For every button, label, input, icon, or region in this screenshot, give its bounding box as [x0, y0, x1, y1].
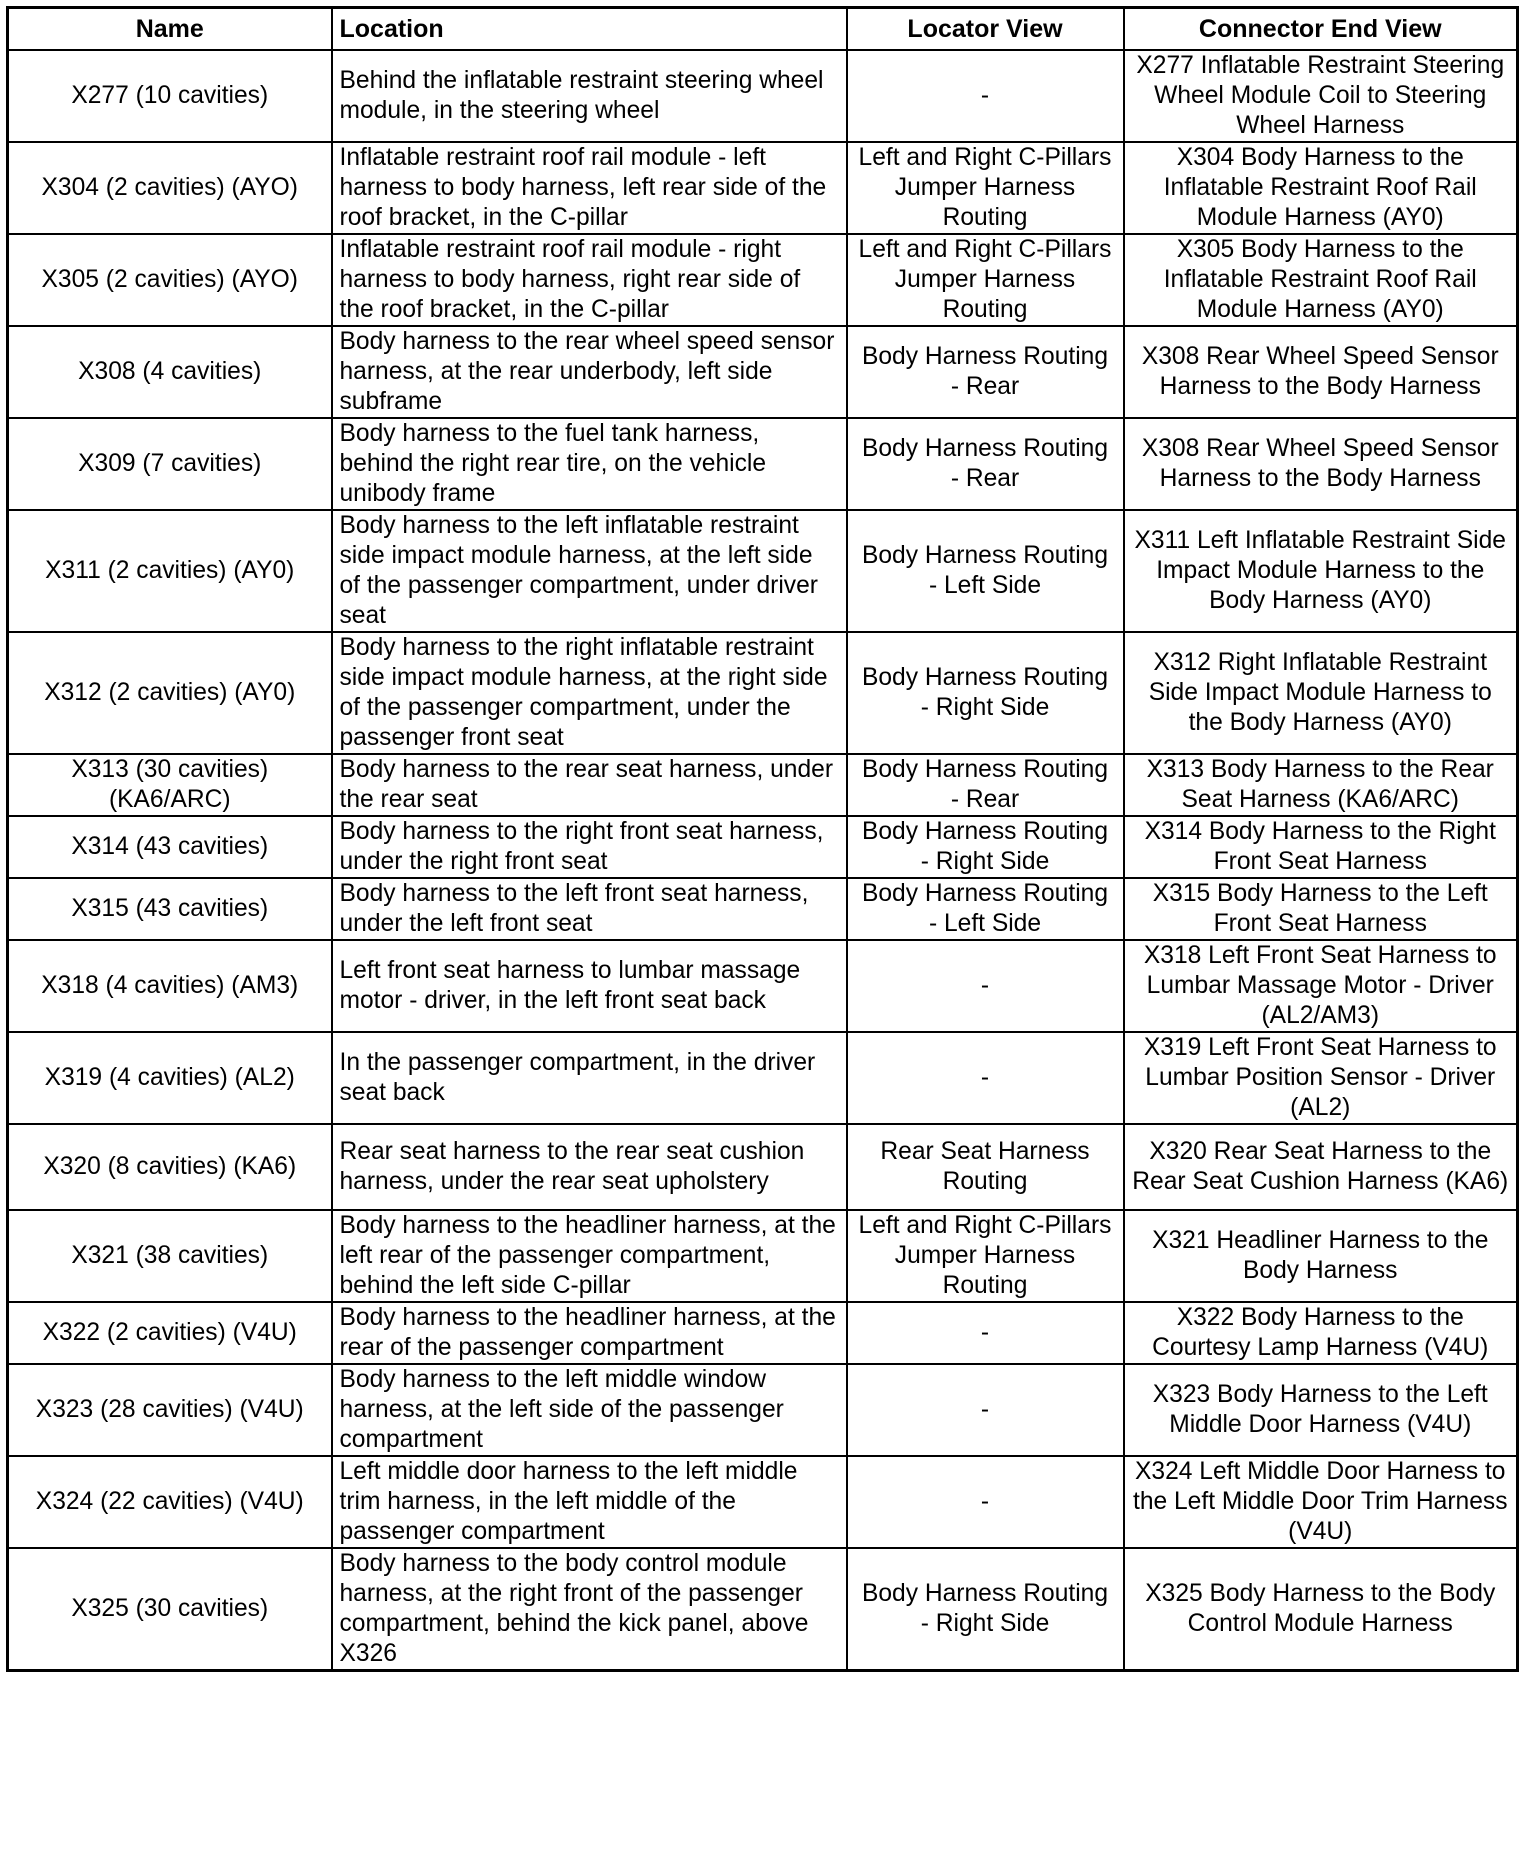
header-location: Location: [332, 8, 847, 51]
cell-name: X308 (4 cavities): [8, 326, 332, 418]
cell-location: Inflatable restraint roof rail module - right harness to body harness, right rear side of the roof bracket, in the C-pillar: [332, 234, 847, 326]
cell-connector-end-view: X320 Rear Seat Harness to the Rear Seat Cushion Harness (KA6): [1124, 1124, 1518, 1210]
cell-name: X311 (2 cavities) (AY0): [8, 510, 332, 632]
table-row: [8, 1210, 1518, 1302]
cell-connector-end-view: X311 Left Inflatable Restraint Side Impact Module Harness to the Body Harness (AY0): [1124, 510, 1518, 632]
table-header: [8, 8, 1518, 51]
table-row: [8, 1124, 1518, 1210]
cell-name: X323 (28 cavities) (V4U): [8, 1364, 332, 1456]
table-row: [8, 1302, 1518, 1364]
cell-name: X325 (30 cavities): [8, 1548, 332, 1671]
cell-connector-end-view: X321 Headliner Harness to the Body Harness: [1124, 1210, 1518, 1302]
header-connector-end-view: Connector End View: [1124, 8, 1518, 51]
table-row: [8, 878, 1518, 940]
table-row: [8, 418, 1518, 510]
table-row: [8, 1032, 1518, 1124]
cell-location: Body harness to the left inflatable restraint side impact module harness, at the left side of the passenger compartment, under driver seat: [332, 510, 847, 632]
cell-location: Left middle door harness to the left middle trim harness, in the left middle of the passenger compartment: [332, 1456, 847, 1548]
cell-name: X277 (10 cavities): [8, 50, 332, 142]
cell-locator-view: -: [847, 1302, 1124, 1364]
cell-name: X312 (2 cavities) (AY0): [8, 632, 332, 754]
table-body: [8, 50, 1518, 1671]
cell-location: Body harness to the left middle window harness, at the left side of the passenger compartment: [332, 1364, 847, 1456]
connector-table: [6, 6, 1519, 1672]
cell-locator-view: -: [847, 1364, 1124, 1456]
cell-location: Body harness to the fuel tank harness, behind the right rear tire, on the vehicle unibody frame: [332, 418, 847, 510]
cell-name: X314 (43 cavities): [8, 816, 332, 878]
cell-location: Body harness to the left front seat harness, under the left front seat: [332, 878, 847, 940]
cell-location: In the passenger compartment, in the driver seat back: [332, 1032, 847, 1124]
cell-locator-view: -: [847, 940, 1124, 1032]
cell-name: X309 (7 cavities): [8, 418, 332, 510]
cell-locator-view: Body Harness Routing - Right Side: [847, 1548, 1124, 1671]
table-row: [8, 142, 1518, 234]
cell-connector-end-view: X277 Inflatable Restraint Steering Wheel Module Coil to Steering Wheel Harness: [1124, 50, 1518, 142]
cell-connector-end-view: X319 Left Front Seat Harness to Lumbar Position Sensor - Driver (AL2): [1124, 1032, 1518, 1124]
table-row: [8, 632, 1518, 754]
cell-connector-end-view: X305 Body Harness to the Inflatable Restraint Roof Rail Module Harness (AY0): [1124, 234, 1518, 326]
table-row: [8, 940, 1518, 1032]
cell-location: Behind the inflatable restraint steering wheel module, in the steering wheel: [332, 50, 847, 142]
table-row: [8, 50, 1518, 142]
cell-name: X319 (4 cavities) (AL2): [8, 1032, 332, 1124]
cell-location: Left front seat harness to lumbar massage motor - driver, in the left front seat back: [332, 940, 847, 1032]
cell-locator-view: Body Harness Routing - Right Side: [847, 816, 1124, 878]
cell-connector-end-view: X323 Body Harness to the Left Middle Door Harness (V4U): [1124, 1364, 1518, 1456]
cell-location: Body harness to the rear wheel speed sensor harness, at the rear underbody, left side subframe: [332, 326, 847, 418]
cell-location: Body harness to the headliner harness, at the rear of the passenger compartment: [332, 1302, 847, 1364]
cell-locator-view: -: [847, 50, 1124, 142]
cell-locator-view: Body Harness Routing - Right Side: [847, 632, 1124, 754]
table-row: [8, 234, 1518, 326]
cell-locator-view: Body Harness Routing - Left Side: [847, 510, 1124, 632]
cell-connector-end-view: X304 Body Harness to the Inflatable Restraint Roof Rail Module Harness (AY0): [1124, 142, 1518, 234]
table-row: [8, 1456, 1518, 1548]
table-row: [8, 510, 1518, 632]
cell-connector-end-view: X312 Right Inflatable Restraint Side Impact Module Harness to the Body Harness (AY0): [1124, 632, 1518, 754]
cell-name: X313 (30 cavities) (KA6/ARC): [8, 754, 332, 816]
connector-table-sheet: [6, 6, 1516, 1672]
cell-location: Body harness to the body control module harness, at the right front of the passenger compartment, behind the kick panel, above X326: [332, 1548, 847, 1671]
cell-locator-view: Body Harness Routing - Rear: [847, 326, 1124, 418]
cell-locator-view: Body Harness Routing - Rear: [847, 754, 1124, 816]
cell-connector-end-view: X315 Body Harness to the Left Front Seat Harness: [1124, 878, 1518, 940]
cell-locator-view: Left and Right C-Pillars Jumper Harness Routing: [847, 1210, 1124, 1302]
cell-name: X322 (2 cavities) (V4U): [8, 1302, 332, 1364]
table-row: [8, 1548, 1518, 1671]
cell-connector-end-view: X318 Left Front Seat Harness to Lumbar Massage Motor - Driver (AL2/AM3): [1124, 940, 1518, 1032]
header-locator-view: Locator View: [847, 8, 1124, 51]
cell-connector-end-view: X313 Body Harness to the Rear Seat Harness (KA6/ARC): [1124, 754, 1518, 816]
table-row: [8, 1364, 1518, 1456]
cell-name: X320 (8 cavities) (KA6): [8, 1124, 332, 1210]
cell-locator-view: Left and Right C-Pillars Jumper Harness Routing: [847, 142, 1124, 234]
cell-connector-end-view: X308 Rear Wheel Speed Sensor Harness to the Body Harness: [1124, 326, 1518, 418]
header-name: Name: [8, 8, 332, 51]
cell-locator-view: Body Harness Routing - Rear: [847, 418, 1124, 510]
cell-name: X321 (38 cavities): [8, 1210, 332, 1302]
cell-connector-end-view: X322 Body Harness to the Courtesy Lamp Harness (V4U): [1124, 1302, 1518, 1364]
cell-connector-end-view: X325 Body Harness to the Body Control Module Harness: [1124, 1548, 1518, 1671]
cell-locator-view: Rear Seat Harness Routing: [847, 1124, 1124, 1210]
table-row: [8, 326, 1518, 418]
header-row: [8, 8, 1518, 51]
cell-name: X318 (4 cavities) (AM3): [8, 940, 332, 1032]
cell-name: X324 (22 cavities) (V4U): [8, 1456, 332, 1548]
cell-connector-end-view: X324 Left Middle Door Harness to the Left Middle Door Trim Harness (V4U): [1124, 1456, 1518, 1548]
table-row: [8, 816, 1518, 878]
cell-location: Body harness to the rear seat harness, under the rear seat: [332, 754, 847, 816]
cell-location: Inflatable restraint roof rail module - left harness to body harness, left rear side of the roof bracket, in the C-pillar: [332, 142, 847, 234]
cell-location: Rear seat harness to the rear seat cushion harness, under the rear seat upholstery: [332, 1124, 847, 1210]
cell-location: Body harness to the right front seat harness, under the right front seat: [332, 816, 847, 878]
cell-name: X305 (2 cavities) (AYO): [8, 234, 332, 326]
cell-location: Body harness to the right inflatable restraint side impact module harness, at the right side of the passenger compartment, under the passenger front seat: [332, 632, 847, 754]
cell-connector-end-view: X308 Rear Wheel Speed Sensor Harness to the Body Harness: [1124, 418, 1518, 510]
cell-name: X315 (43 cavities): [8, 878, 332, 940]
cell-locator-view: Body Harness Routing - Left Side: [847, 878, 1124, 940]
cell-locator-view: -: [847, 1456, 1124, 1548]
cell-location: Body harness to the headliner harness, at the left rear of the passenger compartment, behind the left side C-pillar: [332, 1210, 847, 1302]
cell-locator-view: -: [847, 1032, 1124, 1124]
table-row: [8, 754, 1518, 816]
cell-locator-view: Left and Right C-Pillars Jumper Harness Routing: [847, 234, 1124, 326]
cell-connector-end-view: X314 Body Harness to the Right Front Seat Harness: [1124, 816, 1518, 878]
cell-name: X304 (2 cavities) (AYO): [8, 142, 332, 234]
